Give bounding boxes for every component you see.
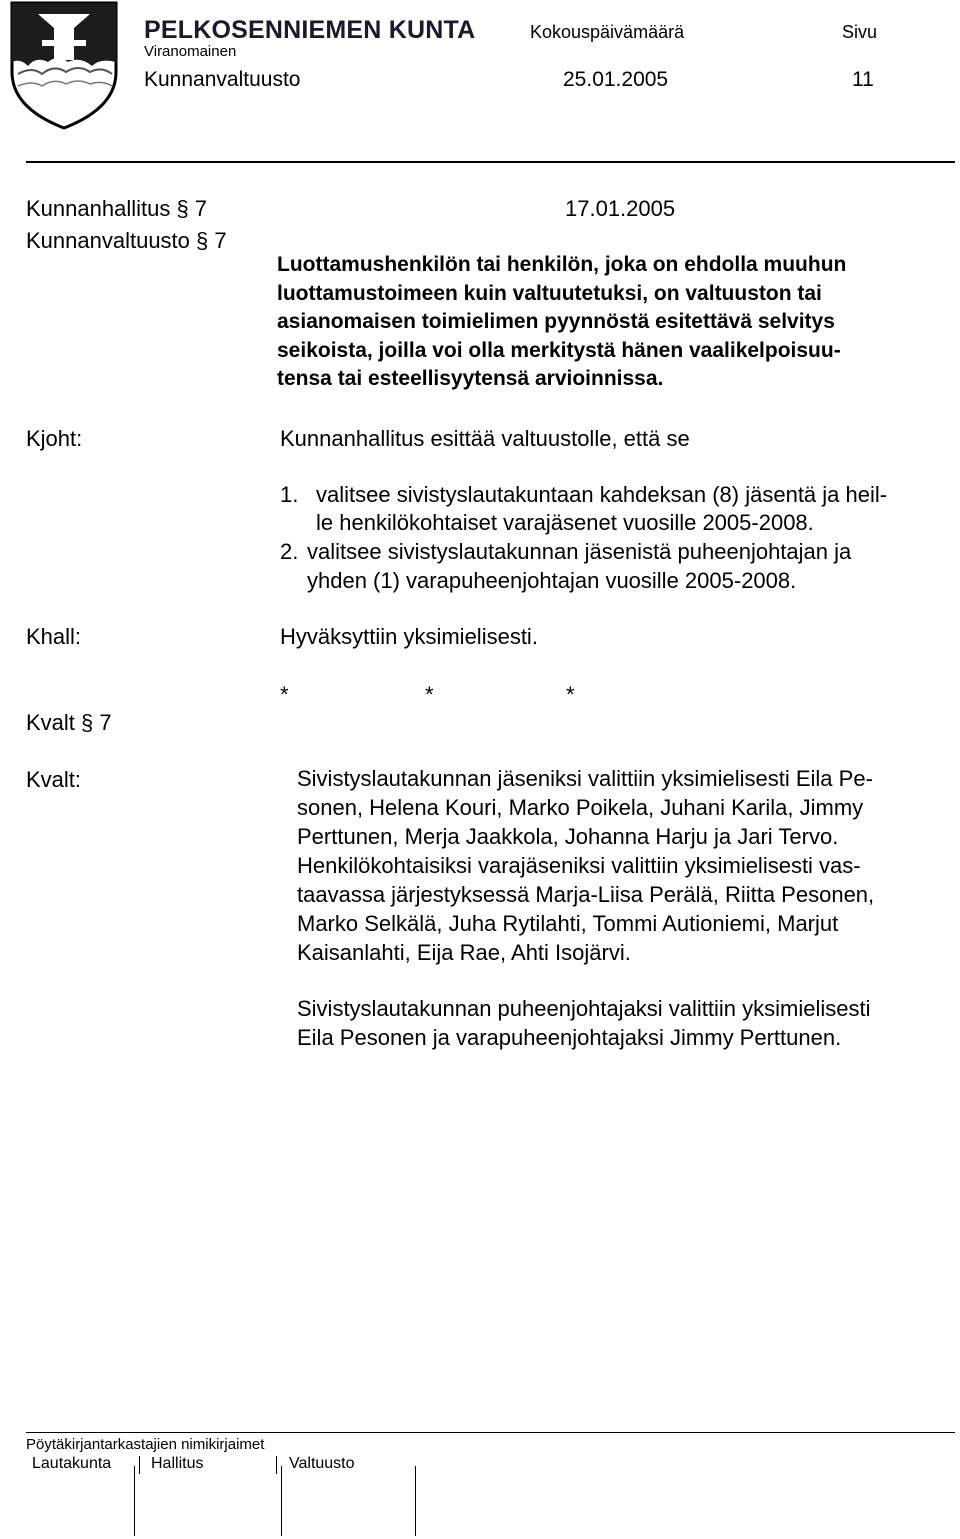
meeting-date-label: Kokouspäivämäärä (530, 22, 685, 42)
paragraph-line: Sivistyslautakunnan jäseniksi valittiin yksimielisesti Eila Pe- (297, 766, 873, 791)
list-number: 1. (280, 482, 299, 507)
subject-heading (277, 251, 846, 394)
list-item-text: valitsee sivistyslautakunnan jäsenistä puheenjohtajan ja (307, 539, 852, 564)
municipality-crest-logo (8, 0, 120, 132)
body-name: Kunnanvaltuusto (144, 68, 301, 91)
paragraph-line: Henkilökohtaisiksi varajäseniksi valittiin yksimielisesti vas- (297, 853, 861, 878)
footer-column-valtuusto: Valtuusto (289, 1455, 355, 1472)
kv-reference: Kunnanvaltuusto § 7 (26, 228, 227, 253)
subject-line: asianomaisen toimielimen pyynnöstä esitettävä selvitys (277, 310, 835, 333)
page-label: Sivu (842, 22, 878, 42)
meeting-date: 25.01.2005 (563, 68, 669, 91)
header-divider (26, 161, 955, 163)
paragraph-line: Kaisanlahti, Eija Rae, Ahti Isojärvi. (297, 940, 631, 965)
subject-line: luottamustoimeen kuin valtuutetuksi, on valtuuston tai (277, 281, 822, 305)
kvalt-paragraph-members (297, 764, 874, 967)
paragraph-line: Marko Selkälä, Juha Rytilahti, Tommi Autioniemi, Marjut (297, 911, 839, 936)
paragraph-line: sonen, Helena Kouri, Marko Poikela, Juhani Karila, Jimmy (297, 795, 864, 820)
khall-text: Hyväksyttiin yksimielisesti. (280, 624, 538, 649)
separator-asterisk: * (280, 682, 289, 707)
footer-separator (276, 1456, 277, 1474)
paragraph-line: taavassa järjestyksessä Marja-Liisa Perälä, Riitta Pesonen, (297, 882, 875, 907)
list-item-text: yhden (1) varapuheenjohtajan vuosille 2005-2008. (307, 568, 797, 593)
kjoht-text: Kunnanhallitus esittää valtuustolle, että se (280, 426, 690, 451)
paragraph-line: Perttunen, Merja Jaakkola, Johanna Harju ja Jari Tervo. (297, 824, 839, 849)
page-number: 11 (852, 68, 874, 91)
organization-name: PELKOSENNIEMEN KUNTA (144, 16, 476, 44)
footer-divider (26, 1432, 955, 1433)
footer-column-lautakunta: Lautakunta (32, 1455, 112, 1472)
khall-label: Khall: (26, 624, 82, 649)
list-item-text: le henkilökohtaiset varajäsenet vuosille 2005-2008. (316, 510, 814, 535)
signature-box-line (415, 1466, 416, 1536)
separator-asterisk: * (425, 682, 434, 707)
footer-separator (139, 1456, 140, 1474)
kvalt-paragraph-chair (297, 994, 871, 1052)
signature-box-line (281, 1466, 282, 1536)
footer-title: Pöytäkirjantarkastajien nimikirjaimet (26, 1436, 265, 1453)
kvalt-label: Kvalt: (26, 767, 82, 792)
role-label: Viranomainen (144, 43, 237, 60)
separator-asterisk: * (566, 682, 575, 707)
subject-line: tensa tai esteellisyytensä arvioinnissa. (277, 367, 664, 390)
list-number: 2. (280, 539, 299, 564)
kh-date: 17.01.2005 (565, 196, 676, 221)
subject-line: Luottamushenkilön tai henkilön, joka on ehdolla muuhun (277, 253, 847, 276)
footer-column-hallitus: Hallitus (151, 1455, 204, 1472)
subject-line: seikoista, joilla voi olla merkitystä hänen vaalikelpoisuu- (277, 338, 841, 362)
kvalt-reference: Kvalt § 7 (26, 710, 112, 735)
kh-reference: Kunnanhallitus § 7 (26, 196, 208, 221)
paragraph-line: Sivistyslautakunnan puheenjohtajaksi valittiin yksimielisesti (297, 996, 871, 1021)
list-item-text: valitsee sivistyslautakuntaan kahdeksan (8) jäsentä ja heil- (316, 482, 888, 507)
signature-box-line (134, 1466, 135, 1536)
kjoht-label: Kjoht: (26, 426, 83, 451)
paragraph-line: Eila Pesonen ja varapuheenjohtajaksi Jimmy Perttunen. (297, 1025, 842, 1050)
